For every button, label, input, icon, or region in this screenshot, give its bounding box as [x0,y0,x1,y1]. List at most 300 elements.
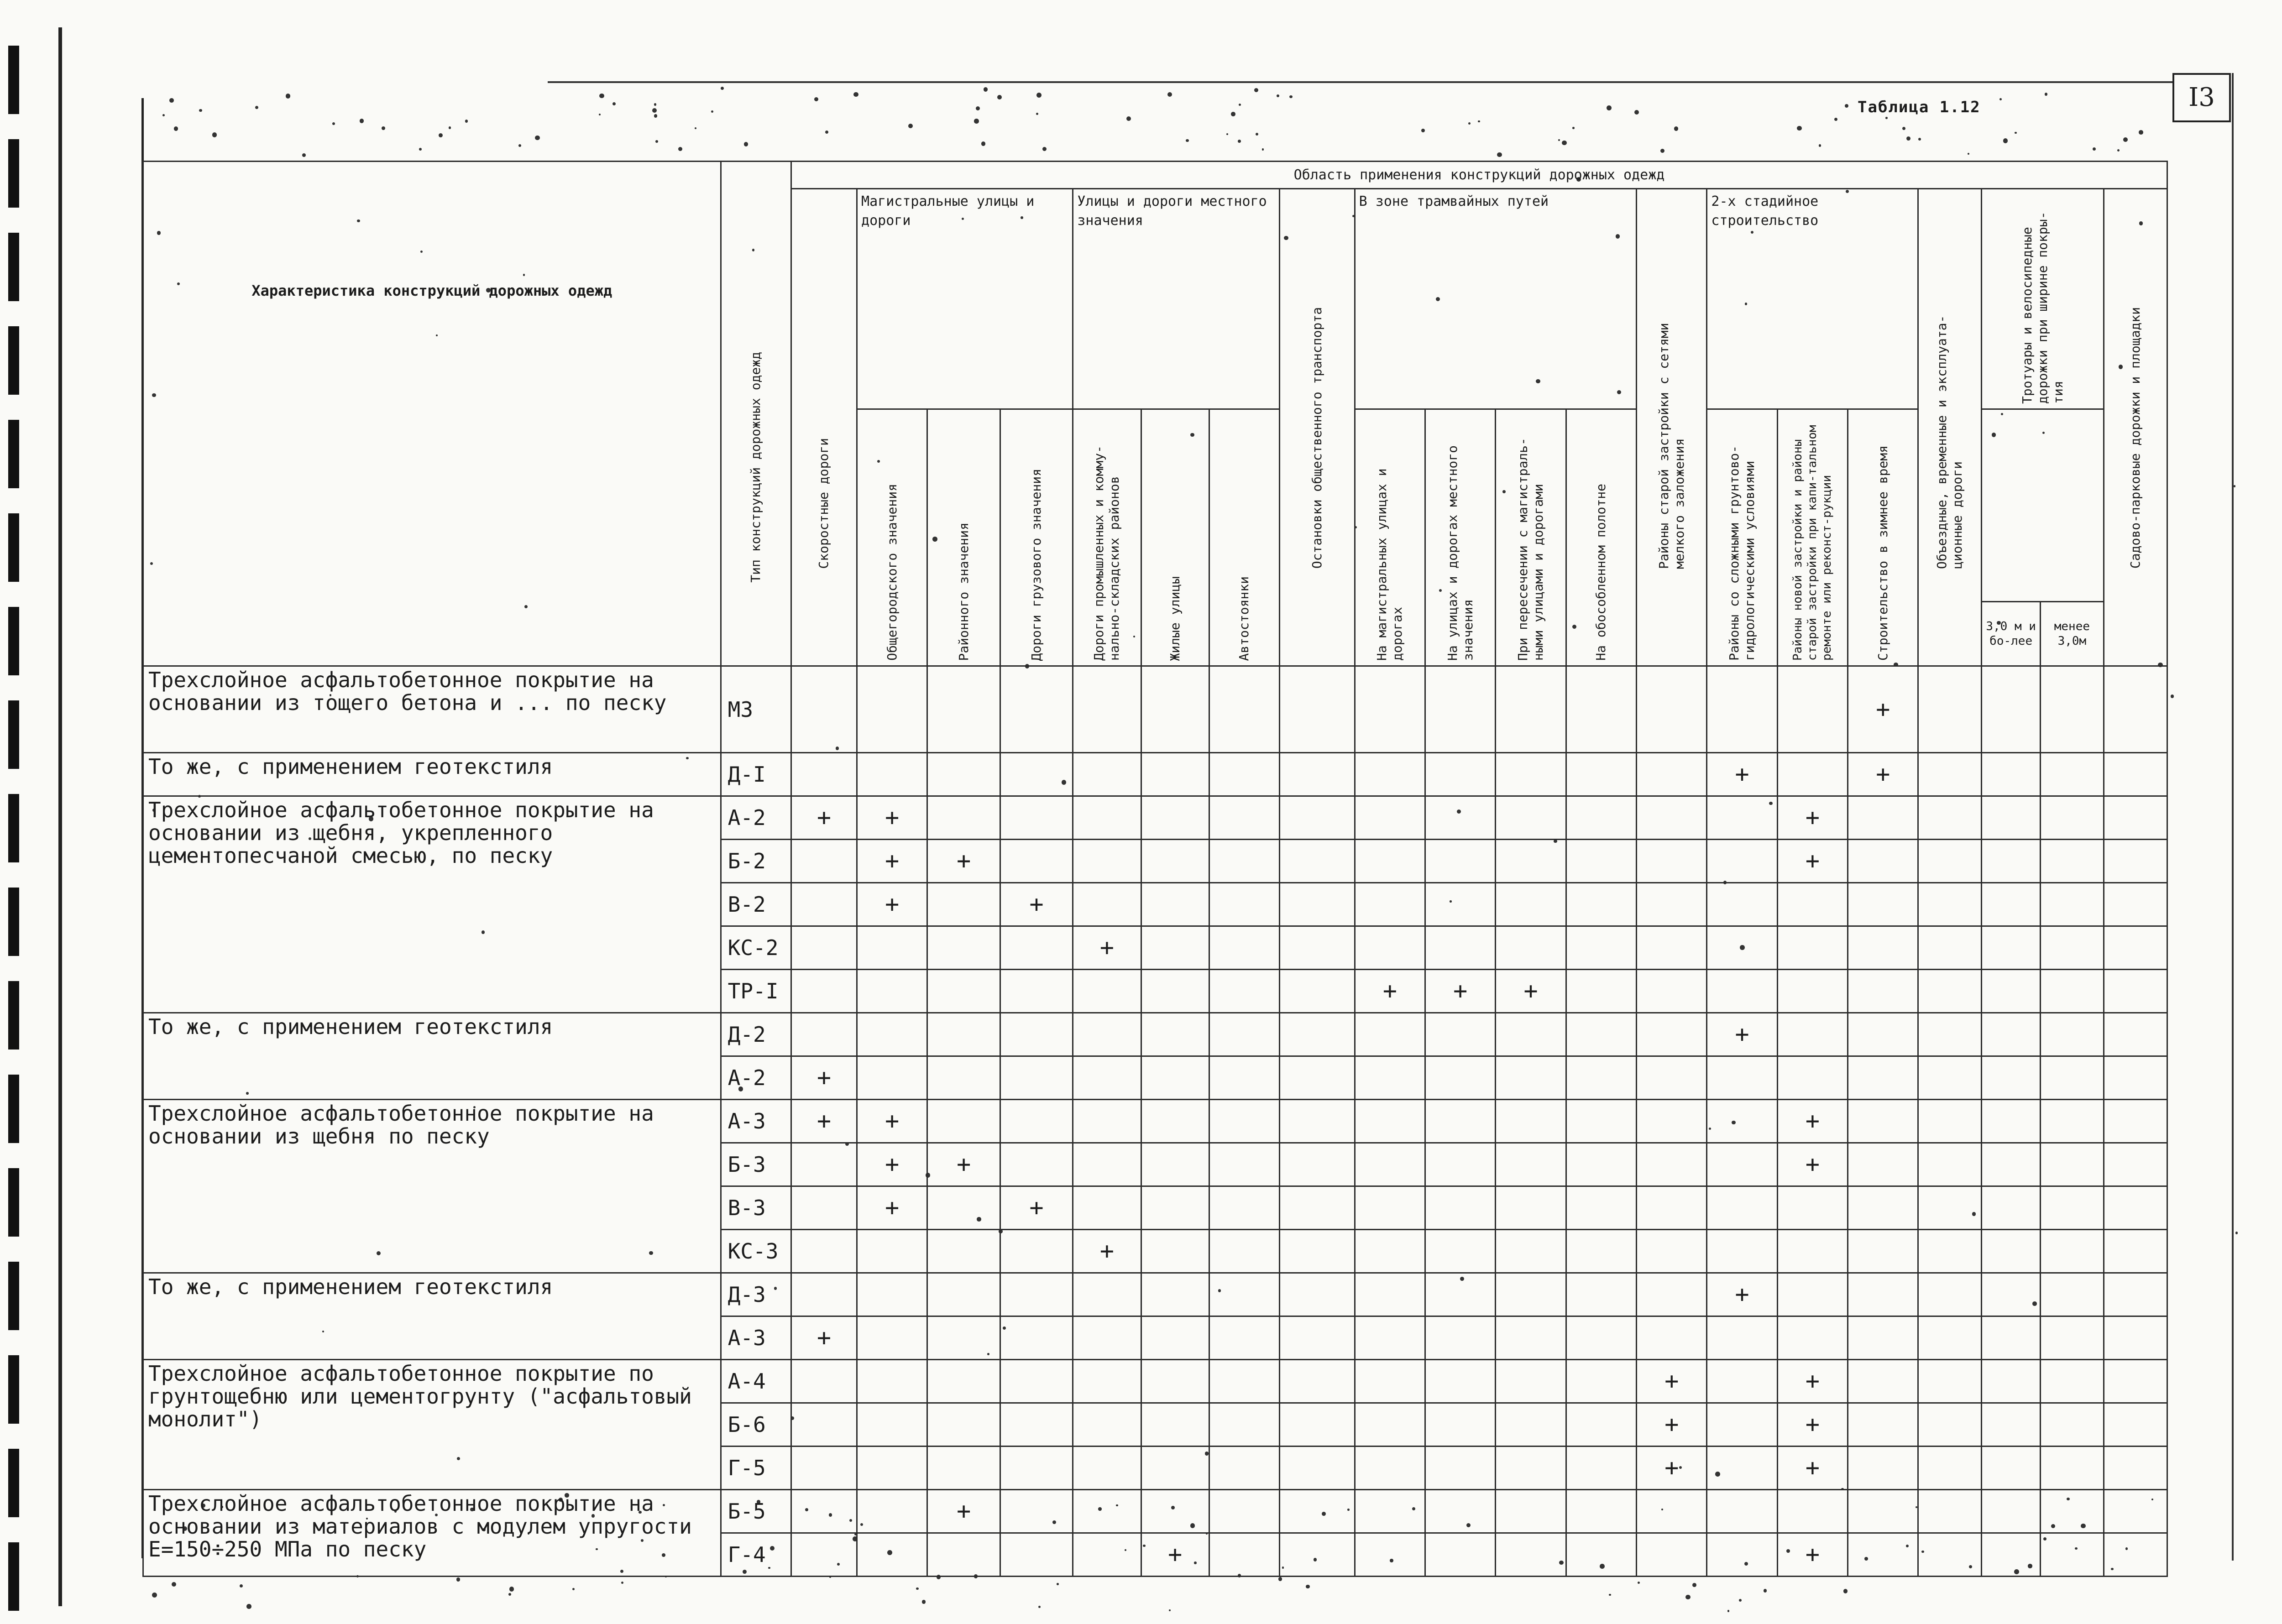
applicability-cell [1209,1100,1279,1143]
applicability-cell [2040,883,2104,926]
col-header-3: Дороги грузового значения [1000,409,1073,666]
plus-mark: + [1735,1021,1749,1048]
applicability-cell [1280,1186,1355,1230]
applicability-cell [1918,1100,1982,1143]
applicability-cell [1707,926,1777,970]
scan-speck [1038,1606,1041,1608]
scan-speck [1042,147,1047,151]
applicability-cell [1982,1013,2041,1056]
plus-mark: + [1735,761,1749,788]
applicability-cell [857,1013,927,1056]
applicability-cell [1425,1186,1496,1230]
applicability-cell [1566,1533,1636,1577]
plus-mark: + [1805,1368,1820,1395]
applicability-cell [1209,926,1279,970]
scan-speck [439,133,443,137]
type-header: Тип конструкций дорожных одежд [721,162,791,666]
applicability-cell [1707,1446,1777,1490]
plus-mark: + [1805,804,1820,831]
applicability-cell [1000,1403,1073,1446]
applicability-cell [1848,666,1918,753]
applicability-cell [1982,1273,2041,1316]
applicability-cell [1000,1273,1073,1316]
applicability-cell [1777,926,1848,970]
group-header-sidewalk: Тротуары и велосипедные дорожки при ширине покры-тия [1982,189,2104,409]
applicability-cell [1848,1100,1918,1143]
applicability-cell [927,1316,1000,1360]
applicability-cell [1000,1186,1073,1230]
applicability-cell [1209,666,1279,753]
applicability-cell [1777,1100,1848,1143]
col-header-8: На магистральных улицах и дорогах [1355,409,1425,666]
applicability-cell [1073,1186,1141,1230]
applicability-cell [1073,1533,1141,1577]
applicability-cell [1073,1360,1141,1403]
table-row [143,796,2167,840]
applicability-cell [1848,883,1918,926]
applicability-cell [2104,926,2167,970]
applicability-cell [1355,1316,1425,1360]
applicability-cell [1425,666,1496,753]
applicability-cell [857,970,927,1013]
binding-hole [8,46,19,114]
table-row [143,1360,2167,1403]
col-header-16: Объездные, временные и эксплуата-ционные дороги [1918,189,1982,666]
applicability-cell [1982,1360,2041,1403]
applicability-cell [2040,1403,2104,1446]
applicability-cell [1496,1013,1566,1056]
scan-speck [465,120,468,122]
scan-speck [2234,485,2235,487]
scan-speck [599,114,601,115]
applicability-cell [1496,840,1566,883]
applicability-cell [1141,796,1209,840]
applicability-cell [1209,1056,1279,1100]
applicability-cell [1982,1490,2041,1533]
scan-speck [814,97,818,101]
applicability-cell [1425,796,1496,840]
applicability-cell [1918,840,1982,883]
applicability-cell [1982,1056,2041,1100]
applicability-cell [2104,1533,2167,1577]
binding-hole [8,794,19,862]
applicability-cell [1073,753,1141,796]
row-description: Трехслойное асфальтобетонное покрытие на основании из щебня, укрепленного цементопесчаной смесью, по песку [143,796,721,1013]
scan-speck [2045,93,2047,95]
applicability-cell [1355,1230,1425,1273]
applicability-cell [1073,926,1141,970]
scan-speck [1468,122,1471,125]
applicability-cell [1280,926,1355,970]
scan-speck [1306,1585,1309,1588]
applicability-cell [1141,753,1209,796]
binding-hole [8,326,19,395]
applicability-cell [2040,1316,2104,1360]
scan-speck [655,140,658,143]
applicability-cell [791,1100,857,1143]
scan-speck [302,153,306,157]
applicability-cell [2040,970,2104,1013]
applicability-cell [791,840,857,883]
applicability-cell [1777,1230,1848,1273]
area-header: Область применения конструкций дорожных одежд [791,162,2167,189]
applicability-cell [1848,1186,1918,1230]
applicability-cell [1496,1446,1566,1490]
scan-speck [1497,152,1502,157]
applicability-cell [927,1230,1000,1273]
construction-type-code: ТР-I [721,970,791,1013]
applicability-cell [1848,840,1918,883]
applicability-cell [1209,796,1279,840]
applicability-cell [2104,1056,2167,1100]
applicability-cell [1141,926,1209,970]
plus-mark: + [1664,1411,1679,1438]
applicability-cell [1637,753,1707,796]
applicability-cell [857,1100,927,1143]
col-header-19: Садово-парковые дорожки и площадки [2104,189,2167,666]
applicability-cell [1777,1403,1848,1446]
applicability-cell [1000,1013,1073,1056]
col-header-12: Районы старой застройки с сетями мелкого заложения [1637,189,1707,666]
binding-hole [8,1355,19,1424]
scan-speck [1562,141,1566,145]
applicability-cell [1566,1403,1636,1446]
applicability-cell [2104,1316,2167,1360]
applicability-cell [1141,1013,1209,1056]
applicability-cell [1209,1143,1279,1186]
applicability-cell [1000,1056,1073,1100]
applicability-cell [1918,1143,1982,1186]
construction-type-code: А-3 [721,1316,791,1360]
applicability-cell [1848,1316,1918,1360]
applicability-cell [2040,1360,2104,1403]
applicability-cell [1000,1490,1073,1533]
applicability-cell [857,1186,927,1230]
scan-speck [654,114,658,118]
applicability-cell [2040,926,2104,970]
scan-speck [2015,132,2017,134]
applicability-cell [1209,1446,1279,1490]
applicability-cell [2104,883,2167,926]
frame-right-rule [2232,73,2234,1561]
applicability-cell [2040,1056,2104,1100]
scan-speck [853,92,858,97]
applicability-cell [1141,1186,1209,1230]
applicability-cell [1280,1056,1355,1100]
applicability-cell [1280,1403,1355,1446]
applicability-cell [1280,1533,1355,1577]
applicability-cell [1918,666,1982,753]
applicability-cell [1848,1013,1918,1056]
scan-speck [1845,104,1848,108]
applicability-cell [2040,753,2104,796]
plus-mark: + [885,847,900,875]
col-header-18: менее 3,0м [2040,602,2104,666]
applicability-cell [1141,1230,1209,1273]
applicability-cell [1637,1230,1707,1273]
applicability-cell [1425,970,1496,1013]
applicability-cell [2040,1013,2104,1056]
applicability-cell [2104,1360,2167,1403]
applicability-cell [2104,666,2167,753]
applicability-cell [1848,1446,1918,1490]
applicability-cell [1566,1490,1636,1533]
applicability-cell [791,1230,857,1273]
applicability-cell [1707,1143,1777,1186]
scan-speck [1558,139,1560,141]
applicability-cell [1355,1186,1425,1230]
applicability-cell [1425,1316,1496,1360]
applicability-cell [1355,1533,1425,1577]
construction-type-code: В-2 [721,883,791,926]
applicability-cell [791,1533,857,1577]
plus-mark: + [1876,761,1890,788]
plus-mark: + [1099,1238,1115,1265]
applicability-cell [1637,1186,1707,1230]
scan-speck [2171,695,2174,698]
applicability-cell [1918,883,1982,926]
applicability-cell [791,666,857,753]
binding-hole [8,1449,19,1517]
applicability-cell [791,1360,857,1403]
scan-speck [1226,133,1229,136]
applicability-cell [1566,1360,1636,1403]
col-header-13: Районы со сложными грунтово-гидрологическими условиями [1707,409,1777,666]
applicability-cell [1848,796,1918,840]
applicability-cell [1637,1273,1707,1316]
applicability-cell [1918,1403,1982,1446]
table-row [143,1100,2167,1143]
plus-mark: + [956,1498,971,1525]
construction-type-code: А-2 [721,796,791,840]
applicability-cell [1707,1013,1777,1056]
applicability-cell [1355,840,1425,883]
applicability-cell [791,1273,857,1316]
plus-mark: + [1167,1541,1183,1568]
applicability-cell [1848,970,1918,1013]
applicability-cell [1355,1490,1425,1533]
col-header-9: На улицах и дорогах местного значения [1425,409,1496,666]
applicability-cell [1566,1273,1636,1316]
binding-hole [8,700,19,769]
applicability-cell [1280,1230,1355,1273]
applicability-cell [1637,666,1707,753]
construction-type-code: Г-4 [721,1533,791,1577]
scan-speck [825,131,828,134]
applicability-cell [1000,883,1073,926]
scan-speck [172,1582,176,1587]
applicability-cell [1141,1273,1209,1316]
applicability-cell [1848,1143,1918,1186]
applicability-cell [857,1446,927,1490]
applicability-cell [1073,1446,1141,1490]
applicability-cell [927,1143,1000,1186]
applicability-cell [1000,796,1073,840]
applicability-cell [2104,840,2167,883]
applicability-cell [1566,970,1636,1013]
scan-speck [1169,1609,1171,1611]
binding-hole [8,1542,19,1611]
scan-speck [974,119,979,124]
applicability-cell [1425,883,1496,926]
applicability-cell [1425,1013,1496,1056]
table-caption: Таблица 1.12 [1858,98,1981,116]
applicability-cell [1496,883,1566,926]
plus-mark: + [1664,1368,1679,1395]
plus-mark: + [1805,1541,1820,1568]
scan-speck [535,136,539,140]
scan-speck [1478,120,1480,123]
scan-speck [1572,127,1574,129]
applicability-cell [791,883,857,926]
plus-mark: + [885,1151,900,1178]
applicability-cell [1707,1273,1777,1316]
applicability-cell [2040,1143,2104,1186]
applicability-cell [1496,1230,1566,1273]
table-body [143,666,2167,1577]
applicability-cell [1566,796,1636,840]
applicability-cell [1777,1056,1848,1100]
col-header-14: Районы новой застройки и районы старой застройки при капи-тальном ремонте или реконст-рукции [1777,409,1848,666]
applicability-cell [927,1403,1000,1446]
applicability-cell [2040,1186,2104,1230]
applicability-cell [1355,1446,1425,1490]
applicability-cell [1496,970,1566,1013]
applicability-cell [1637,796,1707,840]
scan-speck [678,147,682,151]
scan-speck [332,122,335,125]
applicability-cell [1848,1230,1918,1273]
applicability-cell [1209,1490,1279,1533]
applicability-cell [1707,1316,1777,1360]
applicability-cell [1355,753,1425,796]
applicability-cell [1918,926,1982,970]
scan-speck [1819,144,1821,146]
plus-mark: + [1735,1281,1749,1308]
applicability-cell [857,666,927,753]
binding-hole [8,420,19,488]
scan-speck [1634,110,1639,115]
group-header-tram: В зоне трамвайных путей [1355,189,1636,409]
applicability-cell [1982,796,2041,840]
scan-speck [2117,149,2120,151]
scan-speck [984,87,988,91]
applicability-cell [1425,926,1496,970]
applicability-cell [1355,1360,1425,1403]
applicability-cell [927,926,1000,970]
applicability-cell [2040,1230,2104,1273]
plus-mark: + [1805,1411,1820,1438]
applicability-cell [1637,840,1707,883]
applicability-cell [1637,1013,1707,1056]
applicability-cell [1777,883,1848,926]
scan-speck [1256,133,1258,136]
applicability-cell [857,1533,927,1577]
applicability-cell [2104,1403,2167,1446]
row-description: То же, с применением геотекстиля [143,753,721,796]
applicability-cell [1280,1143,1355,1186]
scan-speck [1238,140,1241,143]
binding-strip [0,0,78,1624]
applicability-cell [1000,1143,1073,1186]
applicability-cell [1425,1446,1496,1490]
applicability-cell [1982,1446,2041,1490]
scan-speck [1421,129,1425,132]
applicability-cell [927,970,1000,1013]
applicability-cell [2104,796,2167,840]
applicability-cell [1707,753,1777,796]
plus-mark: + [1805,847,1820,875]
scan-speck [1834,118,1837,121]
applicability-cell [1848,926,1918,970]
applicability-cell [1000,1100,1073,1143]
scan-speck [509,1587,514,1592]
applicability-cell [1280,1490,1355,1533]
applicability-cell [2104,1100,2167,1143]
applicability-cell [1141,666,1209,753]
applicability-cell [1355,1273,1425,1316]
applicability-cell [1000,1446,1073,1490]
applicability-cell [927,1446,1000,1490]
applicability-cell [1496,666,1566,753]
applicability-cell [1637,970,1707,1013]
binding-hole [8,139,19,208]
construction-type-code: Б-2 [721,840,791,883]
page-number: I3 [2172,73,2231,122]
applicability-cell [1777,1013,1848,1056]
scan-speck [981,141,985,146]
scan-speck [1674,126,1678,131]
scan-speck [1968,153,1969,155]
applicability-cell [1141,1446,1209,1490]
binding-hole [8,888,19,956]
scan-speck [1277,94,1279,97]
scan-speck [572,1588,575,1590]
scan-speck [199,109,202,112]
applicability-cell [1141,1100,1209,1143]
applicability-cell [1848,1273,1918,1316]
applicability-cell [1982,1100,2041,1143]
scan-speck [976,106,980,110]
row-description: То же, с применением геотекстиля [143,1273,721,1360]
applicability-cell [1566,1013,1636,1056]
plus-mark: + [1805,1454,1820,1482]
applicability-cell [1280,796,1355,840]
scan-speck [2139,130,2143,135]
applicability-cell [1355,1403,1425,1446]
applicability-cell [1918,1186,1982,1230]
applicability-cell [857,753,927,796]
applicability-cell [791,1186,857,1230]
applicability-cell [1566,926,1636,970]
applicability-cell [1141,1056,1209,1100]
applicability-cell [1141,840,1209,883]
applicability-cell [1073,1100,1141,1143]
applicability-cell [1707,883,1777,926]
scan-speck [240,1584,243,1587]
applicability-cell [1637,1533,1707,1577]
applicability-cell [791,796,857,840]
applicability-cell [1209,1186,1279,1230]
scan-speck [652,108,657,113]
applicability-cell [1073,1056,1141,1100]
applicability-cell [1566,1316,1636,1360]
construction-type-code: М3 [721,666,791,753]
applicability-cell [2104,1446,2167,1490]
applicability-cell [1566,883,1636,926]
plus-mark: + [956,1151,971,1178]
applicability-cell [1777,970,1848,1013]
